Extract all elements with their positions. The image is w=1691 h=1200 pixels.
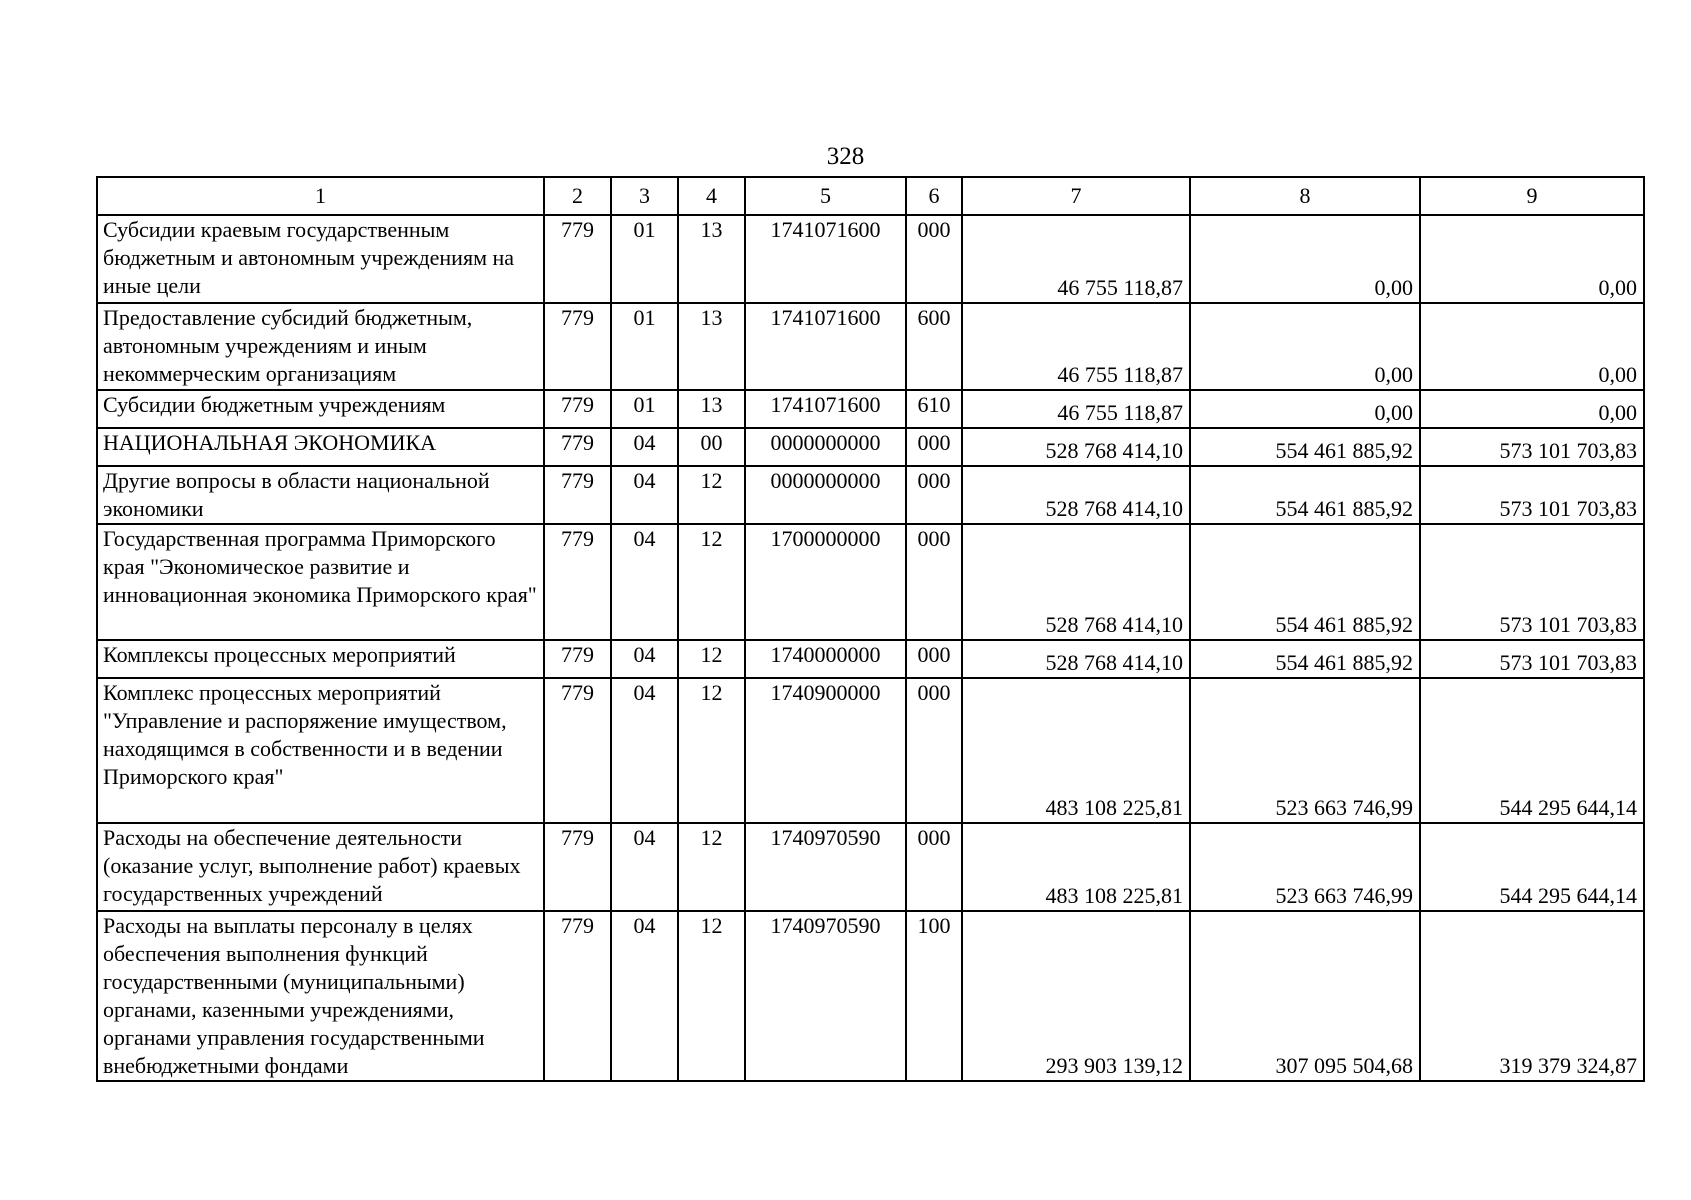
row-code-subsection: 13 [678, 303, 745, 390]
row-code-expense-type: 100 [906, 911, 962, 1081]
table-body [97, 177, 1644, 1081]
row-code-ministry: 779 [544, 911, 611, 1081]
row-code-subsection: 12 [678, 640, 745, 678]
row-amount-col8: 0,00 [1190, 390, 1420, 428]
row-name: Субсидии краевым государственным бюджетным и автономным учреждениям на иные цели [97, 215, 544, 303]
row-name: Субсидии бюджетным учреждениям [97, 390, 544, 428]
row-code-target: 1741071600 [745, 303, 906, 390]
table-row [97, 524, 1644, 640]
table-row [97, 390, 1644, 428]
row-amount-col7: 483 108 225,81 [962, 823, 1190, 911]
column-header-3: 3 [611, 177, 678, 215]
row-amount-col9: 573 101 703,83 [1420, 428, 1644, 466]
row-code-expense-type: 000 [906, 466, 962, 524]
row-code-target: 1741071600 [745, 215, 906, 303]
row-amount-col8: 554 461 885,92 [1190, 524, 1420, 640]
column-header-9: 9 [1420, 177, 1644, 215]
row-code-target: 0000000000 [745, 466, 906, 524]
row-amount-col8: 307 095 504,68 [1190, 911, 1420, 1081]
row-code-subsection: 12 [678, 823, 745, 911]
row-code-expense-type: 610 [906, 390, 962, 428]
row-code-target: 1740970590 [745, 911, 906, 1081]
row-code-expense-type: 000 [906, 215, 962, 303]
table-row [97, 215, 1644, 303]
table-row [97, 678, 1644, 823]
column-header-1: 1 [97, 177, 544, 215]
row-code-ministry: 779 [544, 303, 611, 390]
table-row [97, 911, 1644, 1081]
row-amount-col9: 544 295 644,14 [1420, 678, 1644, 823]
row-code-section: 04 [611, 823, 678, 911]
row-amount-col8: 0,00 [1190, 215, 1420, 303]
row-name: Другие вопросы в области национальной экономики [97, 466, 544, 524]
row-code-expense-type: 000 [906, 428, 962, 466]
row-code-expense-type: 000 [906, 524, 962, 640]
row-amount-col7: 46 755 118,87 [962, 303, 1190, 390]
row-code-subsection: 00 [678, 428, 745, 466]
row-name: Комплексы процессных мероприятий [97, 640, 544, 678]
column-header-7: 7 [962, 177, 1190, 215]
column-header-4: 4 [678, 177, 745, 215]
row-amount-col7: 528 768 414,10 [962, 524, 1190, 640]
row-code-section: 01 [611, 215, 678, 303]
row-code-target: 0000000000 [745, 428, 906, 466]
row-code-target: 1740000000 [745, 640, 906, 678]
row-amount-col9: 573 101 703,83 [1420, 466, 1644, 524]
row-amount-col9: 0,00 [1420, 390, 1644, 428]
row-code-section: 04 [611, 428, 678, 466]
row-code-expense-type: 000 [906, 823, 962, 911]
row-amount-col7: 528 768 414,10 [962, 428, 1190, 466]
row-code-ministry: 779 [544, 466, 611, 524]
row-code-section: 04 [611, 466, 678, 524]
row-code-ministry: 779 [544, 678, 611, 823]
row-code-ministry: 779 [544, 823, 611, 911]
row-amount-col7: 528 768 414,10 [962, 466, 1190, 524]
table-row [97, 466, 1644, 524]
row-code-subsection: 12 [678, 524, 745, 640]
row-code-expense-type: 000 [906, 640, 962, 678]
column-header-8: 8 [1190, 177, 1420, 215]
row-code-subsection: 12 [678, 466, 745, 524]
row-amount-col8: 554 461 885,92 [1190, 640, 1420, 678]
row-amount-col8: 554 461 885,92 [1190, 466, 1420, 524]
row-code-ministry: 779 [544, 215, 611, 303]
row-amount-col9: 573 101 703,83 [1420, 524, 1644, 640]
row-code-section: 04 [611, 678, 678, 823]
page-number: 328 [826, 143, 865, 170]
row-code-ministry: 779 [544, 524, 611, 640]
column-header-6: 6 [906, 177, 962, 215]
column-header-5: 5 [745, 177, 906, 215]
row-amount-col8: 554 461 885,92 [1190, 428, 1420, 466]
row-code-expense-type: 600 [906, 303, 962, 390]
row-code-target: 1740970590 [745, 823, 906, 911]
row-amount-col7: 293 903 139,12 [962, 911, 1190, 1081]
row-amount-col8: 523 663 746,99 [1190, 823, 1420, 911]
row-name: НАЦИОНАЛЬНАЯ ЭКОНОМИКА [97, 428, 544, 466]
row-code-subsection: 12 [678, 911, 745, 1081]
row-code-subsection: 12 [678, 678, 745, 823]
row-code-ministry: 779 [544, 428, 611, 466]
table-row [97, 428, 1644, 466]
row-name: Государственная программа Приморского края "Экономическое развитие и инновационная экономика Приморского края" [97, 524, 544, 640]
row-code-expense-type: 000 [906, 678, 962, 823]
row-code-target: 1700000000 [745, 524, 906, 640]
table-row [97, 823, 1644, 911]
budget-table [96, 176, 1645, 1082]
row-code-subsection: 13 [678, 215, 745, 303]
row-code-section: 04 [611, 640, 678, 678]
row-name: Расходы на обеспечение деятельности (оказание услуг, выполнение работ) краевых государственных учреждений [97, 823, 544, 911]
row-amount-col8: 523 663 746,99 [1190, 678, 1420, 823]
row-amount-col9: 0,00 [1420, 215, 1644, 303]
row-amount-col9: 319 379 324,87 [1420, 911, 1644, 1081]
row-code-section: 04 [611, 524, 678, 640]
table-row [97, 640, 1644, 678]
table-row [97, 303, 1644, 390]
row-amount-col7: 528 768 414,10 [962, 640, 1190, 678]
row-name: Комплекс процессных мероприятий "Управление и распоряжение имуществом, находящимся в собственности и в ведении Приморского края" [97, 678, 544, 823]
row-code-section: 04 [611, 911, 678, 1081]
row-code-ministry: 779 [544, 390, 611, 428]
row-name: Предоставление субсидий бюджетным, автономным учреждениям и иным некоммерческим организациям [97, 303, 544, 390]
column-header-row [97, 177, 1644, 215]
row-amount-col8: 0,00 [1190, 303, 1420, 390]
row-code-section: 01 [611, 390, 678, 428]
row-amount-col9: 544 295 644,14 [1420, 823, 1644, 911]
row-code-section: 01 [611, 303, 678, 390]
row-amount-col9: 0,00 [1420, 303, 1644, 390]
row-amount-col7: 46 755 118,87 [962, 215, 1190, 303]
row-code-target: 1740900000 [745, 678, 906, 823]
row-amount-col9: 573 101 703,83 [1420, 640, 1644, 678]
column-header-2: 2 [544, 177, 611, 215]
row-code-target: 1741071600 [745, 390, 906, 428]
row-amount-col7: 483 108 225,81 [962, 678, 1190, 823]
row-code-ministry: 779 [544, 640, 611, 678]
row-amount-col7: 46 755 118,87 [962, 390, 1190, 428]
row-code-subsection: 13 [678, 390, 745, 428]
row-name: Расходы на выплаты персоналу в целях обеспечения выполнения функций государственными (муниципальными) органами, казенными учреждениями, органами управления государственными внебюджетными фондами [97, 911, 544, 1081]
